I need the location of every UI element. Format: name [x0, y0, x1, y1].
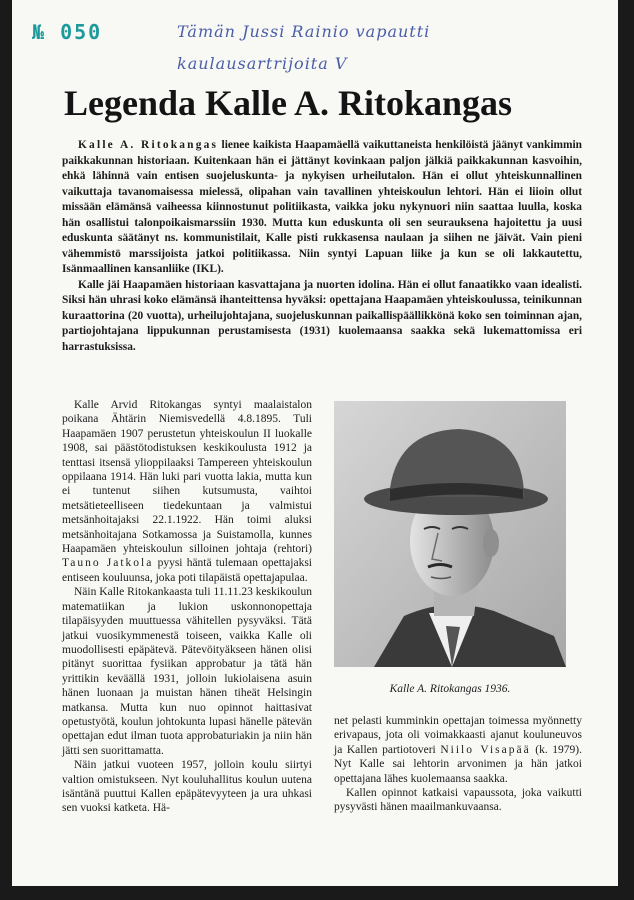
body-paragraph-2: Näin Kalle Ritokankaasta tuli 11.11.23 keskikoulun matematiikan ja lukion uskonnonopettaja tilapäisyyden muuttuessa vähitellen pysyväksi. Tätä jatkui vuosikymmenestä toiseen, vaikka Kalle oli muodollisesti epäpätevä. Pätevöityäkseen hänen olisi pitänyt suorittaa fysiikan approbatur ja tätä hän yrittikin keväällä 1931, jolloin lukiolaisena asuin hänen luonaan ja muistan hänen tiheät Helsingin matkansa. Mutta kun nuo opinnot haittasivat opetustyötä, koulun johtokunta lupasi hänelle pätevän opettajan edut ilman tuota approbaturiakin ja niin hän jätti sen suorittamatta.	[62, 586, 312, 757]
archive-number-stamp: № 050	[32, 20, 103, 44]
lead-section	[62, 138, 582, 355]
right-paragraph-2: Kallen opinnot katkaisi vapaussota, joka vaikutti pysyvästi hänen maailmankuvaansa.	[334, 787, 582, 814]
right-paragraph-1	[334, 714, 582, 786]
body-paragraph-3: Näin jatkui vuoteen 1957, jolloin koulu siirtyi valtion omistukseen. Nyt kouluhallitus koulun uutena isäntänä puuttui Kallen epäpätevyyteen ja ura uhkasi sen vuoksi katketa. Hä-	[62, 759, 312, 815]
handwritten-note	[177, 12, 607, 84]
document-page	[12, 0, 618, 886]
photo-caption: Kalle A. Ritokangas 1936.	[389, 683, 511, 695]
right-paragraph-1-text: net pelasti kumminkin opettajan toimessa myönnetty erivapaus, jota oli voimakkaasti ajanut kouluneuvos ja Kallen partiotoveri	[334, 715, 582, 756]
lead-paragraph-1-text: lienee kaikista Haapamäellä vaikuttaneista henkilöistä jäänyt vankimmin paikkakunnan historiaan. Kuitenkaan hän ei jättänyt kovinkaan paljon jälkiä paikkakunnan kasvoihin, ehkä lähinnä vain entisen suojeluskunta- ja nykyisen urheilutalon. Hän ei ollut yhteiskunnallinen vaikuttaja tavanomaisessa mielessä, olipahan vain tavallinen yhteiskoulun lehtori. Hän ei liioin ollut missään elämänsä vaiheessa kiinnostunut politiikasta, vaikka joku nykynuori niin saattaa luulla, koska hän osallistui talonpoikaismarssiin 1930. Mutta kun eduskunta oli sen seurauksena hajoitettu ja uusi eduskunta säätänyt ns. kommunistilait, Kalle pisti rukkasensa naulaan ja siihen ne jäivät. Vain pieni vähemmistö marssijoista jatkoi politiikassa. Niin syntyi Lapuan liike ja kun se oli lakkautettu, Isänmaallinen kansanliike (IKL).	[62, 139, 582, 275]
handwritten-line-2: kaulausartrijoita V	[177, 54, 348, 73]
body-column-left	[62, 398, 312, 816]
body-paragraph-1-rest: pyysi häntä tulemaan opettajaksi entiseen kouluunsa, joka poti tilapäistä opettajapulaa.	[62, 557, 312, 584]
right-paragraph-1-rest: (k. 1979). Nyt Kalle sai lehtorin arvonimen ja hän jatkoi opettajana lähes kuolemaansa saakka.	[334, 743, 582, 785]
body-name-jatkola: Tauno Jatkola	[62, 557, 154, 570]
lead-paragraph-2: Kalle jäi Haapamäen historiaan kasvattajana ja nuorten idolina. Hän ei ollut fanaatikko vaan idealisti. Siksi hän uhrasi koko elämänsä ihanteittensa hyväksi: opettajana Haapamäen yhteiskoulussa, teinikunnan kuraattorina (20 vuotta), urheilujohtajana, suojeluskunnan paikallispäällikkönä koko sen toiminnan ajan, partiojohtajana lippukunnan perustamisesta (1931) kuolemaansa saakka sekä lukemattomissa eri harrastuksissa.	[62, 278, 582, 353]
body-name-visapaa: Niilo Visapää	[440, 743, 531, 756]
portrait-illustration	[334, 401, 566, 667]
lead-name: Kalle A. Ritokangas	[78, 139, 219, 151]
body-paragraph-1-text: Kalle Arvid Ritokangas syntyi maalaistalon poikana Ähtärin Niemisvedellä 4.8.1895. Tuli Haapamäen 1907 perustetun yhteiskoulun II luokalle 1908, sai päästötodistuksen keskikoulusta 1912 ja tenttasi itsensä ylioppilaaksi Tampereen yhteiskoulun oppilaana 1914. Hän luki pari vuotta lakia, mutta kun ei tuntenut siihen kutsumusta, vaihtoi metsätieteelliseen tiedekuntaan ja valmistui metsänhoitajaksi 22.1.1922. Hän toimi aluksi metsänhoitajana Sotkamossa ja Suistamolla, kunnes Haapamäen yhteiskoulun silloinen johtaja (rehtori)	[62, 399, 312, 556]
portrait-photo	[334, 401, 566, 667]
lead-paragraph-1	[62, 138, 582, 278]
article-title: Legenda Kalle A. Ritokangas	[64, 83, 513, 123]
handwritten-line-1: Tämän Jussi Rainio vapautti	[177, 22, 431, 41]
body-paragraph-1	[62, 398, 312, 585]
body-column-right	[334, 714, 582, 815]
